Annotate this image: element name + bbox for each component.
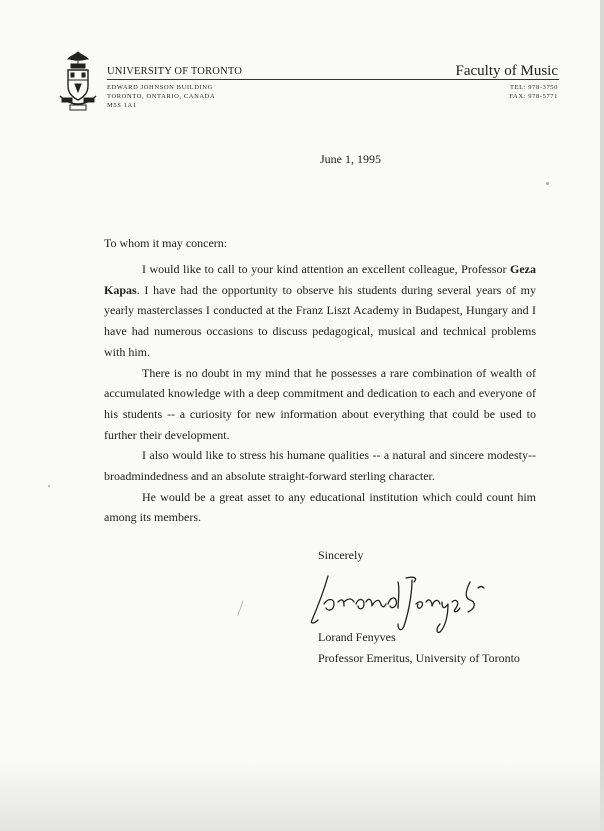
address-line-3: M5S 1A1 <box>107 102 137 109</box>
fax: FAX: 978-5771 <box>509 93 558 100</box>
contact-block <box>509 83 558 101</box>
scan-speck <box>546 182 549 185</box>
letter-date: June 1, 1995 <box>320 152 381 166</box>
telephone: TEL: 978-3750 <box>509 84 558 91</box>
university-crest-icon <box>56 50 100 112</box>
letter-body <box>104 259 536 528</box>
scan-shadow <box>0 761 604 831</box>
university-name: UNIVERSITY OF TORONTO <box>107 66 243 77</box>
professor-name: Geza Kapas <box>104 262 536 297</box>
address-line-2: TORONTO, ONTARIO, CANADA <box>107 93 216 100</box>
address-block <box>107 83 215 110</box>
closing: Sincerely <box>318 548 364 562</box>
paragraph-4: He would be a great asset to any educational institution which could count him among its members. <box>104 489 536 525</box>
paragraph-2: There is no doubt in my mind that he possesses a rare combination of wealth of accumulated knowledge with a deep commitment and dedication to each and everyone of his students -- a curiosity for new information about everything that could be used to further their development. <box>104 365 536 442</box>
address-line-1: EDWARD JOHNSON BUILDING <box>107 84 213 91</box>
p1-text-end: . I have had the opportunity to observe his students during several years of my yearly masterclasses I conducted at the Franz Liszt Academy in Budapest, Hungary and I have had numerous occasions to discuss pedagogical, musical and technical problems with him. <box>104 282 536 359</box>
p1-text-start: I would like to call to your kind attention an excellent colleague, Professor <box>142 262 510 276</box>
faculty-name: Faculty of Music <box>455 63 558 79</box>
letterhead-rule <box>107 79 559 80</box>
salutation: To whom it may concern: <box>104 236 228 250</box>
scan-mark <box>237 600 243 615</box>
signer-name: Lorand Fenyves <box>318 630 396 644</box>
scan-speck <box>48 485 50 487</box>
signer-title: Professor Emeritus, University of Toronto <box>318 651 520 665</box>
scan-edge <box>600 0 604 831</box>
paragraph-1 <box>104 259 536 363</box>
paragraph-3: I also would like to stress his humane qualities -- a natural and sincere modesty-- broadmindedness and an absolute straight-forward sterling character. <box>104 448 536 484</box>
